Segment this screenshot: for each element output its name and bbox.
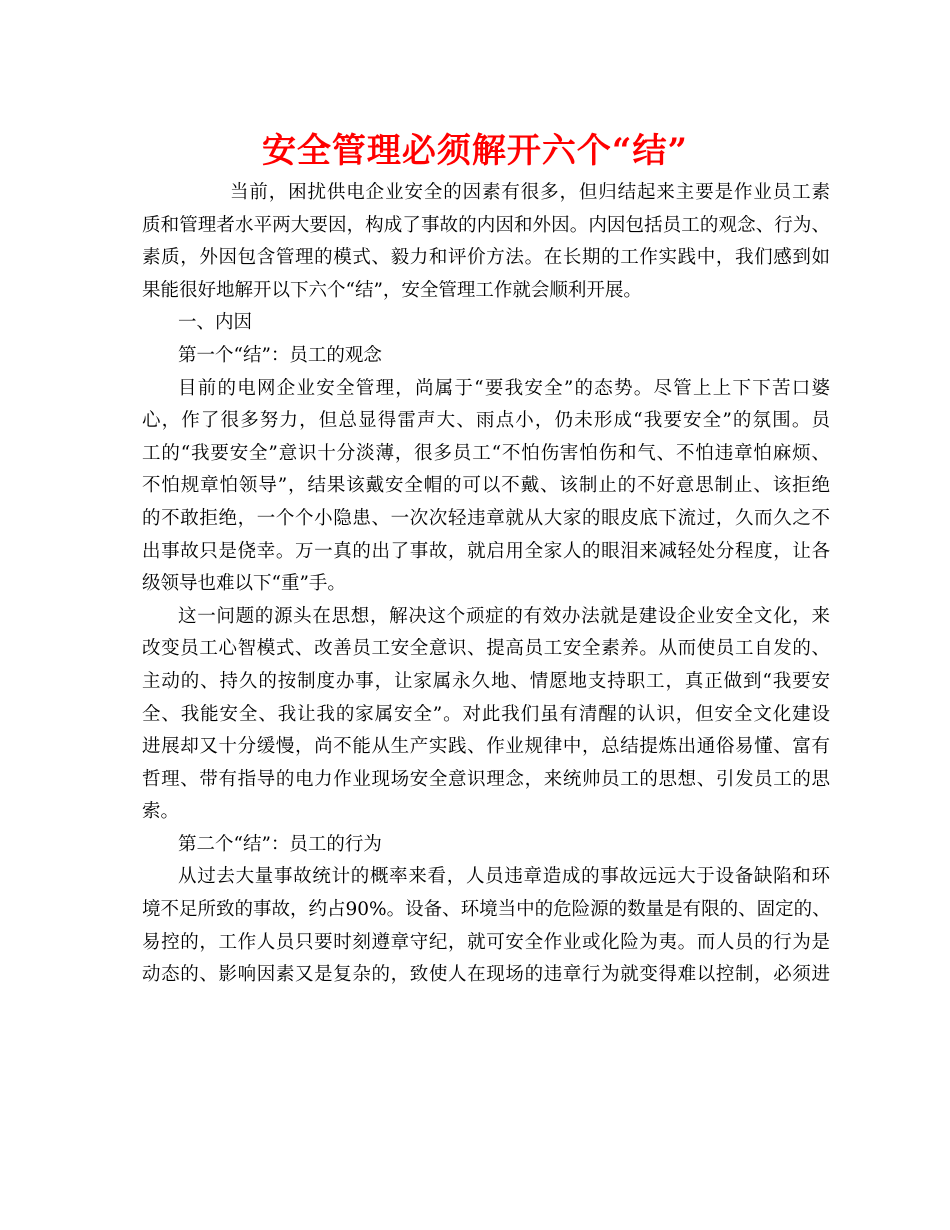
- paragraph-line: 进展却又十分缓慢，尚不能从生产实践、作业规律中，总结提炼出通俗易懂、富有: [142, 736, 830, 758]
- paragraph-line: 易控的，工作人员只要时刻遵章守纪，就可安全作业或化险为夷。而人员的行为是: [142, 931, 830, 953]
- document-body: [142, 177, 830, 992]
- paragraph-line: 的不敢拒绝，一个个小隐患、一次次轻违章就从大家的眼皮底下流过，久而久之不: [142, 507, 830, 529]
- paragraph-line: 一、内因: [178, 312, 253, 334]
- paragraph-line: 从过去大量事故统计的概率来看，人员违章造成的事故远远大于设备缺陷和环: [178, 866, 830, 888]
- paragraph-line: 素质，外因包含管理的模式、毅力和评价方法。在长期的工作实践中，我们感到如: [142, 247, 830, 269]
- paragraph-line: 境不足所致的事故，约占90%。设备、环境当中的危险源的数量是有限的、固定的、: [142, 899, 831, 921]
- paragraph-line: 这一问题的源头在思想，解决这个顽症的有效办法就是建设企业安全文化，来: [178, 605, 830, 627]
- paragraph-line: 当前，困扰供电企业安全的因素有很多，但归结起来主要是作业员工素: [230, 182, 830, 203]
- paragraph-line: 第一个“结”：员工的观念: [178, 344, 382, 366]
- paragraph-line: 索。: [142, 801, 180, 823]
- paragraph-line: 主动的、持久的按制度办事，让家属永久地、情愿地支持职工，真正做到“我要安: [142, 670, 830, 692]
- paragraph-line: 哲理、带有指导的电力作业现场安全意识理念，来统帅员工的思想、引发员工的思: [142, 768, 830, 790]
- paragraph-line: 心，作了很多努力，但总显得雷声大、雨点小，仍未形成“我要安全”的氛围。员: [142, 410, 830, 432]
- paragraph-line: 目前的电网企业安全管理，尚属于“要我安全”的态势。尽管上上下下苦口婆: [178, 377, 830, 399]
- paragraph-line: 出事故只是侥幸。万一真的出了事故，就启用全家人的眼泪来减轻处分程度，让各: [142, 540, 830, 562]
- document-title: 安全管理必须解开六个“结”: [261, 131, 689, 171]
- paragraph-line: 改变员工心智模式、改善员工安全意识、提高员工安全素养。从而使员工自发的、: [142, 638, 830, 660]
- paragraph-line: 工的“我要安全”意识十分淡薄，很多员工“不怕伤害怕伤和气、不怕违章怕麻烦、: [142, 442, 830, 464]
- paragraph-line: 不怕规章怕领导”，结果该戴安全帽的可以不戴、该制止的不好意思制止、该拒绝: [142, 475, 830, 497]
- paragraph-line: 全、我能安全、我让我的家属安全”。对此我们虽有清醒的认识，但安全文化建设: [142, 703, 830, 725]
- paragraph-line: 果能很好地解开以下六个“结”，安全管理工作就会顺利开展。: [142, 279, 642, 301]
- paragraph-line: 动态的、影响因素又是复杂的，致使人在现场的违章行为就变得难以控制，必须进: [142, 964, 830, 986]
- paragraph-line: 级领导也难以下“重”手。: [142, 573, 346, 595]
- paragraph-line: 第二个“结”：员工的行为: [178, 833, 382, 855]
- paragraph-line: 质和管理者水平两大要因，构成了事故的内因和外因。内因包括员工的观念、行为、: [142, 214, 830, 236]
